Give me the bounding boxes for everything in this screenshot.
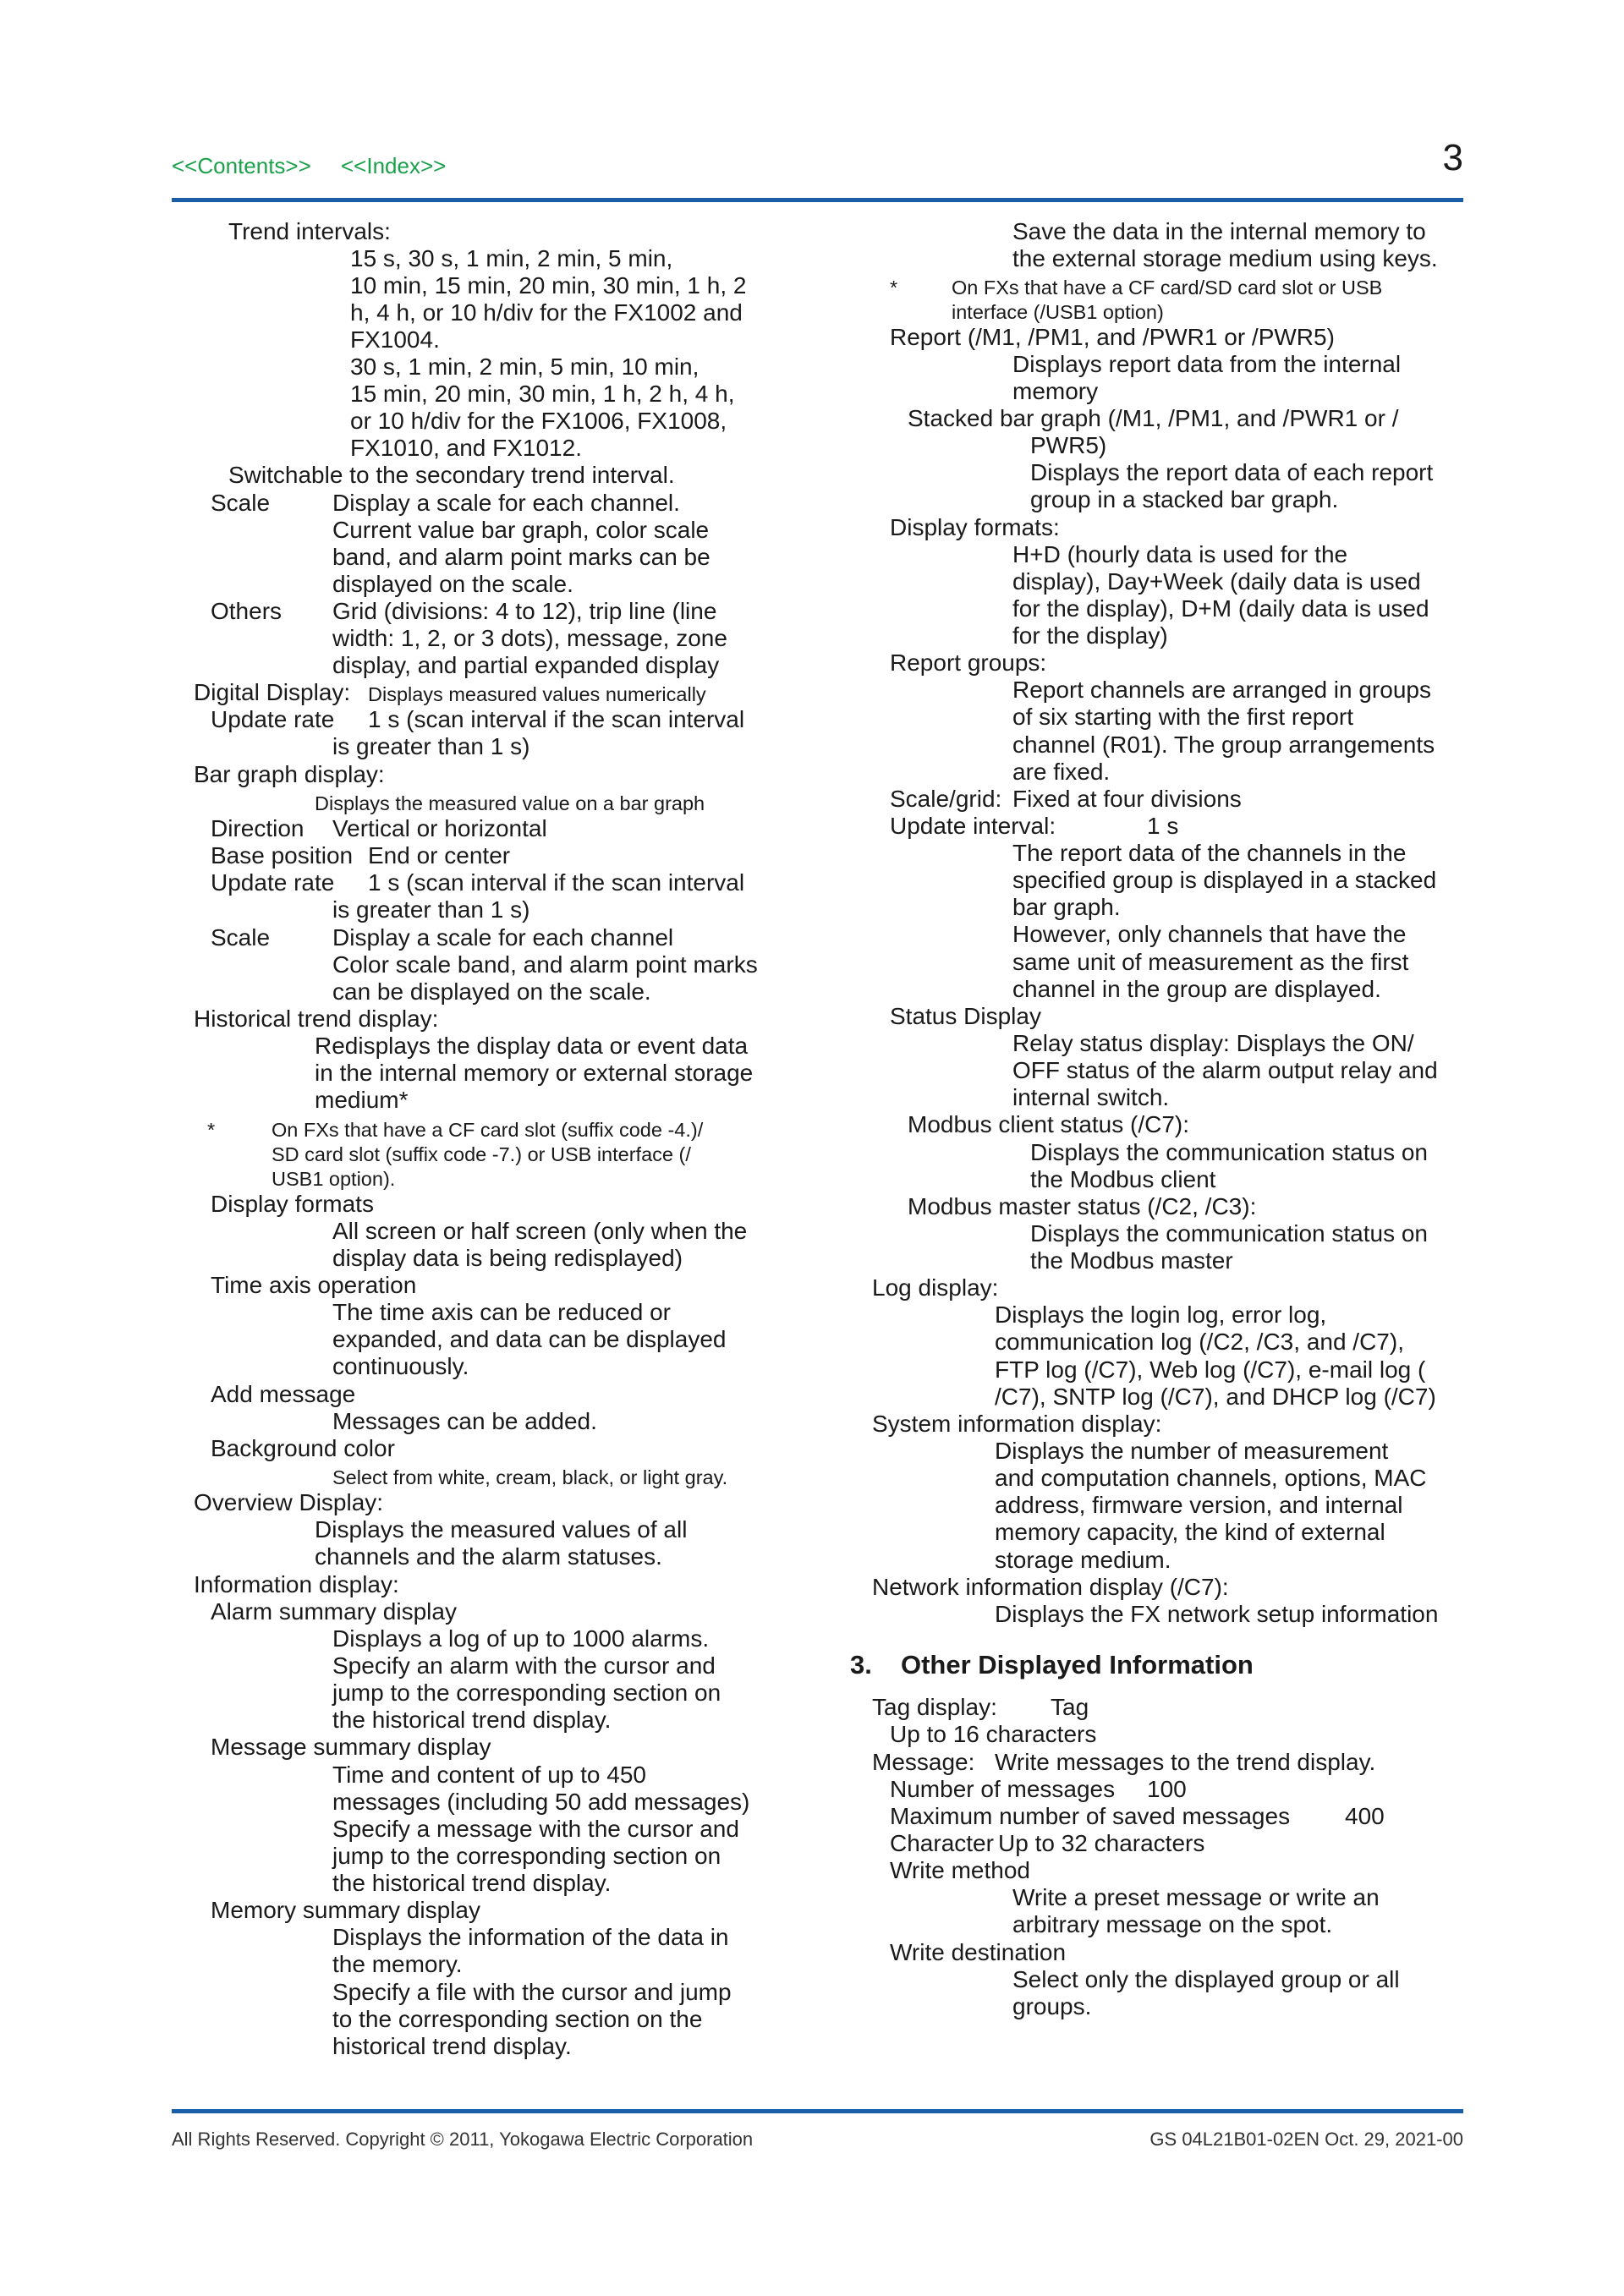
text-line: is greater than 1 s) <box>332 733 530 759</box>
page-number: 3 <box>1442 137 1463 178</box>
text-line: groups. <box>1012 1993 1092 2019</box>
text-line: Status Display <box>890 1003 1041 1029</box>
text-line: 10 min, 15 min, 20 min, 30 min, 1 h, 2 <box>350 272 747 299</box>
text-line: historical trend display. <box>332 2033 572 2059</box>
text-line: bar graph. <box>1012 894 1121 920</box>
text-line: Update interval: <box>890 813 1056 839</box>
text-line: Report channels are arranged in groups <box>1012 677 1431 703</box>
text-line: internal switch. <box>1012 1084 1170 1110</box>
text-line: Specify an alarm with the cursor and <box>332 1652 716 1679</box>
text-line: Message summary display <box>211 1734 491 1760</box>
text-line: storage medium. <box>995 1547 1171 1573</box>
text-line: Displays the communication status on <box>1030 1139 1428 1165</box>
text-line: Historical trend display: <box>194 1006 439 1032</box>
text-line: 30 s, 1 min, 2 min, 5 min, 10 min, <box>350 353 700 380</box>
text-line: Write destination <box>890 1939 1067 1965</box>
text-line: 400 <box>1345 1803 1385 1829</box>
text-line: Specify a message with the cursor and <box>332 1816 739 1842</box>
text-line: Report groups: <box>890 649 1047 676</box>
text-line: 15 s, 30 s, 1 min, 2 min, 5 min, <box>350 245 673 271</box>
text-line: Add message <box>211 1381 356 1407</box>
text-line: 15 min, 20 min, 30 min, 1 h, 2 h, 4 h, <box>350 381 735 407</box>
text-line: Base position <box>211 842 354 869</box>
text-line: Display formats <box>211 1191 374 1217</box>
text-line: Maximum number of saved messages <box>890 1803 1291 1829</box>
section-heading: Other Displayed Information <box>901 1650 1254 1680</box>
text-line: Displays the information of the data in <box>332 1924 729 1950</box>
text-line: End or center <box>368 842 511 869</box>
text-line: width: 1, 2, or 3 dots), message, zone <box>332 625 727 651</box>
text-line: in the internal memory or external storage <box>315 1060 754 1086</box>
text-line: Character <box>890 1830 994 1856</box>
text-line: 1 s (scan interval if the scan interval <box>368 869 745 896</box>
text-line: Up to 32 characters <box>998 1830 1205 1856</box>
text-line: h, 4 h, or 10 h/div for the FX1002 and <box>350 299 743 326</box>
section-number: 3. <box>850 1650 872 1680</box>
text-line: Update rate <box>211 869 335 896</box>
text-line: jump to the corresponding section on <box>332 1680 721 1706</box>
text-line: Bar graph display: <box>194 761 385 787</box>
text-line: 1 s (scan interval if the scan interval <box>368 706 745 732</box>
text-line: Displays measured values numerically <box>368 683 706 705</box>
text-line: Scale <box>211 490 271 516</box>
text-line: interface (/USB1 option) <box>952 301 1164 323</box>
text-line: of six starting with the first report <box>1012 704 1354 730</box>
text-line: Time axis operation <box>211 1272 417 1298</box>
text-line: Display a scale for each channel <box>332 924 674 951</box>
text-line: Display a scale for each channel. <box>332 490 680 516</box>
text-line: The time axis can be reduced or <box>332 1299 671 1325</box>
text-line: Switchable to the secondary trend interval. <box>228 462 675 488</box>
text-line: Displays report data from the internal <box>1012 351 1402 377</box>
text-line: The report data of the channels in the <box>1012 840 1407 866</box>
text-line: FX1004. <box>350 326 440 353</box>
text-line: the external storage medium using keys. <box>1012 245 1438 271</box>
text-line: the Modbus master <box>1030 1247 1233 1274</box>
text-line: display data is being redisplayed) <box>332 1245 683 1271</box>
text-line: On FXs that have a CF card slot (suffix code -4.)/ <box>272 1119 704 1141</box>
text-line: Displays a log of up to 1000 alarms. <box>332 1625 710 1652</box>
text-line: group in a stacked bar graph. <box>1030 486 1339 512</box>
text-line: Tag display: <box>872 1694 997 1720</box>
text-line: communication log (/C2, /C3, and /C7), <box>995 1329 1404 1355</box>
text-line: Save the data in the internal memory to <box>1012 218 1426 244</box>
text-line: H+D (hourly data is used for the <box>1012 541 1348 567</box>
text-line: Write method <box>890 1857 1030 1883</box>
text-line: display, and partial expanded display <box>332 652 720 678</box>
text-line: Report (/M1, /PM1, and /PWR1 or /PWR5) <box>890 324 1335 350</box>
text-line: messages (including 50 add messages) <box>332 1789 750 1815</box>
footer-doc-id: GS 04L21B01-02EN Oct. 29, 2021-00 <box>1149 2129 1463 2150</box>
text-line: Displays the report data of each report <box>1030 459 1434 485</box>
text-line: specified group is displayed in a stacked <box>1012 867 1437 893</box>
text-line: continuously. <box>332 1353 469 1379</box>
text-line: Select from white, cream, black, or light gray. <box>332 1466 728 1488</box>
header-rule <box>172 198 1463 202</box>
text-line: address, firmware version, and internal <box>995 1492 1403 1518</box>
text-line: Up to 16 characters <box>890 1721 1097 1747</box>
text-line: memory <box>1012 378 1099 404</box>
text-line: Displays the login log, error log, <box>995 1301 1327 1328</box>
text-line: * <box>207 1119 216 1141</box>
text-line: for the display), D+M (daily data is used <box>1012 595 1429 622</box>
text-line: channel (R01). The group arrangements <box>1012 732 1435 758</box>
text-line: Select only the displayed group or all <box>1012 1966 1400 1992</box>
text-line: Direction <box>211 815 304 841</box>
text-line: Relay status display: Displays the ON/ <box>1012 1030 1414 1056</box>
text-line: Messages can be added. <box>332 1408 597 1434</box>
text-line: Displays the measured value on a bar graph <box>315 792 705 814</box>
text-line: arbitrary message on the spot. <box>1012 1911 1333 1937</box>
text-line: Grid (divisions: 4 to 12), trip line (line <box>332 598 717 624</box>
text-line: Others <box>211 598 283 624</box>
text-line: Displays the FX network setup information <box>995 1601 1439 1627</box>
footer-copyright: All Rights Reserved. Copyright © 2011, Yokogawa Electric Corporation <box>172 2129 754 2150</box>
text-line: Trend intervals: <box>228 218 391 244</box>
text-line: Displays the number of measurement <box>995 1438 1389 1464</box>
text-line: the Modbus client <box>1030 1166 1216 1192</box>
text-line: Message: <box>872 1749 975 1775</box>
text-line: Scale <box>211 924 271 951</box>
footer-rule <box>172 2109 1463 2113</box>
text-line: Display formats: <box>890 514 1060 540</box>
text-line: display), Day+Week (daily data is used <box>1012 568 1421 595</box>
text-line: All screen or half screen (only when the <box>332 1218 748 1244</box>
text-line: the historical trend display. <box>332 1707 612 1733</box>
text-line: Update rate <box>211 706 335 732</box>
text-line: band, and alarm point marks can be <box>332 544 710 570</box>
text-line: channels and the alarm statuses. <box>315 1543 662 1570</box>
text-line: and computation channels, options, MAC <box>995 1465 1427 1491</box>
text-line: Color scale band, and alarm point marks <box>332 951 758 978</box>
text-line: OFF status of the alarm output relay and <box>1012 1057 1438 1083</box>
text-line: Memory summary display <box>211 1897 480 1923</box>
text-line: Write a preset message or write an <box>1012 1884 1380 1910</box>
text-line: System information display: <box>872 1411 1162 1437</box>
text-line: FTP log (/C7), Web log (/C7), e-mail log ( <box>995 1356 1426 1383</box>
text-line: Log display: <box>872 1274 999 1301</box>
text-line: Alarm summary display <box>211 1598 457 1625</box>
text-line: 1 s <box>1147 813 1179 839</box>
text-line: Background color <box>211 1435 395 1461</box>
text-line: Fixed at four divisions <box>1012 786 1242 812</box>
text-line: Digital Display: <box>194 679 351 705</box>
text-line: jump to the corresponding section on <box>332 1843 721 1869</box>
text-line: USB1 option). <box>272 1168 396 1190</box>
text-line: Information display: <box>194 1571 399 1597</box>
text-line: Tag <box>1051 1694 1089 1720</box>
text-line: Specify a file with the cursor and jump <box>332 1979 732 2005</box>
text-line: can be displayed on the scale. <box>332 978 651 1005</box>
text-line: channel in the group are displayed. <box>1012 976 1381 1002</box>
text-line: Number of messages <box>890 1776 1116 1802</box>
text-line: Stacked bar graph (/M1, /PM1, and /PWR1 or / <box>908 405 1399 431</box>
text-line: Current value bar graph, color scale <box>332 517 710 543</box>
text-line: same unit of measurement as the first <box>1012 949 1409 975</box>
text-line: SD card slot (suffix code -7.) or USB interface (/ <box>272 1143 691 1165</box>
text-line: Vertical or horizontal <box>332 815 547 841</box>
index-link[interactable]: <<Index>> <box>341 153 447 178</box>
text-line: is greater than 1 s) <box>332 896 530 923</box>
text-line: Redisplays the display data or event data <box>315 1033 749 1059</box>
text-line: Displays the measured values of all <box>315 1516 688 1543</box>
text-line: Time and content of up to 450 <box>332 1762 646 1788</box>
text-line: to the corresponding section on the <box>332 2006 703 2032</box>
text-line: Modbus master status (/C2, /C3): <box>908 1193 1257 1219</box>
text-line: for the display) <box>1012 622 1168 649</box>
text-line: Write messages to the trend display. <box>995 1749 1376 1775</box>
page-header <box>0 0 1624 186</box>
text-line: Displays the communication status on <box>1030 1220 1428 1247</box>
text-line: FX1010, and FX1012. <box>350 435 582 461</box>
contents-link[interactable]: <<Contents>> <box>172 153 311 178</box>
text-line: or 10 h/div for the FX1006, FX1008, <box>350 408 727 434</box>
text-line: /C7), SNTP log (/C7), and DHCP log (/C7) <box>995 1384 1436 1410</box>
text-line: However, only channels that have the <box>1012 921 1407 947</box>
text-line: PWR5) <box>1030 432 1107 458</box>
text-line: On FXs that have a CF card/SD card slot or USB <box>952 277 1383 299</box>
text-line: Overview Display: <box>194 1489 384 1515</box>
text-line: expanded, and data can be displayed <box>332 1326 727 1352</box>
text-line: Scale/grid: <box>890 786 1002 812</box>
text-line: Modbus client status (/C7): <box>908 1111 1190 1137</box>
text-line: medium* <box>315 1087 409 1113</box>
text-line: the historical trend display. <box>332 1870 612 1896</box>
text-line: Network information display (/C7): <box>872 1574 1229 1600</box>
text-line: * <box>890 277 898 299</box>
text-line: 100 <box>1147 1776 1187 1802</box>
text-line: the memory. <box>332 1951 463 1977</box>
text-line: memory capacity, the kind of external <box>995 1519 1385 1545</box>
text-line: are fixed. <box>1012 759 1111 785</box>
text-line: displayed on the scale. <box>332 571 573 597</box>
